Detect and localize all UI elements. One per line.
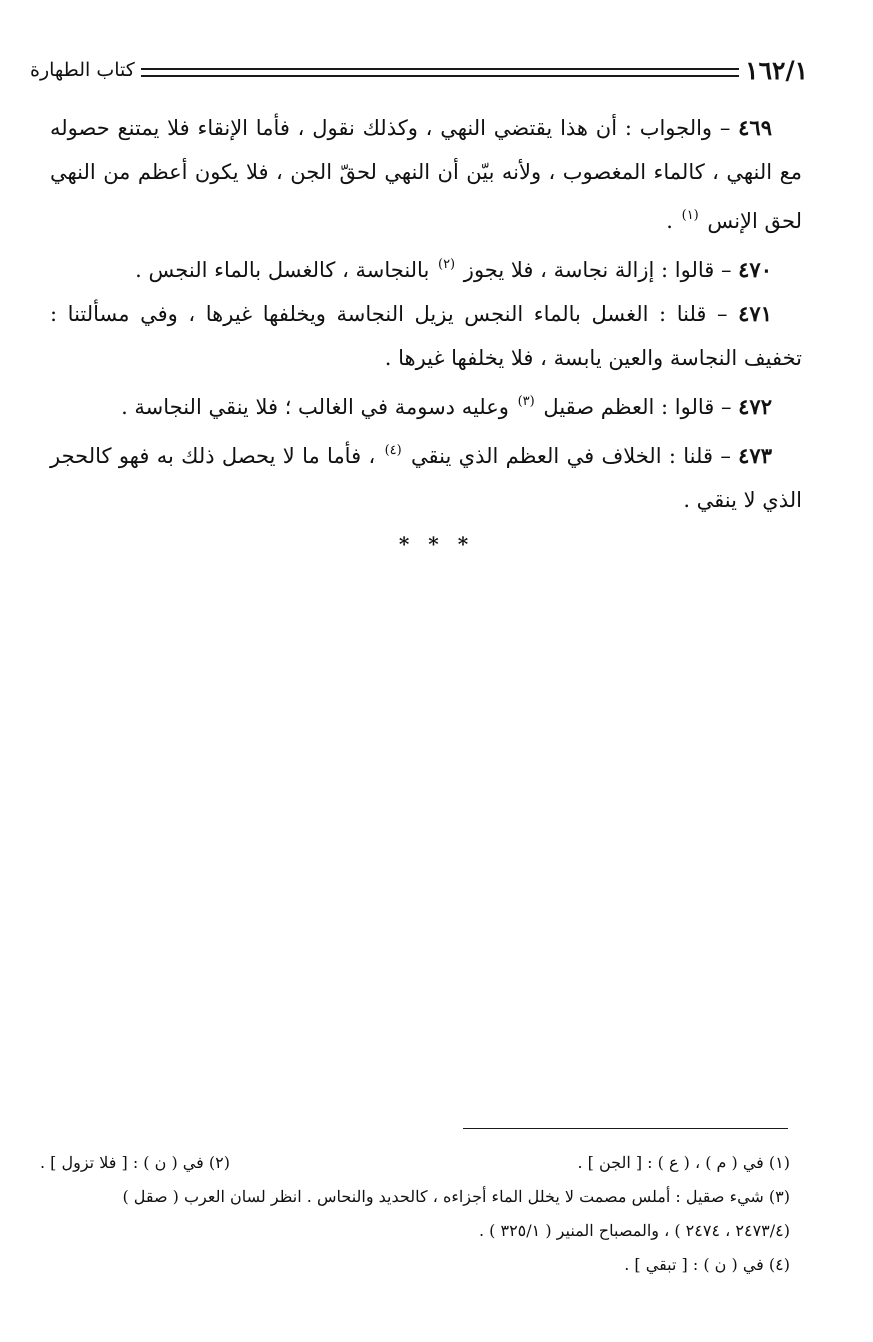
paragraph-number: ٤٧١ — [738, 301, 772, 326]
paragraph-text: – قلنا : الخلاف في العظم الذي ينقي — [403, 444, 739, 468]
header-double-rule — [141, 68, 739, 77]
running-header — [30, 50, 808, 90]
paragraph-text: – قالوا : إزالة نجاسة ، فلا يجوز — [457, 258, 739, 282]
paragraph-471 — [50, 292, 802, 380]
section-separator: * * * — [398, 532, 475, 556]
paragraph-470 — [50, 243, 802, 292]
paragraph-text-end: . — [666, 209, 680, 233]
footnote-1: (١) في ( م ) ، ( ع ) : [ الجن ] . — [577, 1153, 790, 1172]
paragraph-473 — [50, 429, 802, 522]
footnote-ref: (٤) — [384, 443, 402, 458]
paragraph-text-end: بالنجاسة ، كالغسل بالماء النجس . — [135, 258, 436, 282]
footnote-2: (٢) في ( ن ) : [ فلا تزول ] . — [40, 1153, 230, 1172]
footnote-row-1-2 — [40, 1146, 790, 1180]
footnote-3: (٣) شيء صقيل : أملس مصمت لا يخلل الماء أجزاءه ، كالحديد والنحاس . انظر لسان العرب ( صقل ) — [122, 1187, 790, 1206]
footnotes — [40, 1146, 790, 1282]
paragraph-text: – قالوا : العظم صقيل — [536, 395, 739, 419]
footnote-ref: (٢) — [437, 257, 456, 272]
footnote-ref: (٣) — [517, 394, 535, 409]
paragraph-number: ٤٧٢ — [738, 394, 772, 419]
paragraph-text-end: وعليه دسومة في الغالب ؛ فلا ينقي النجاسة . — [121, 395, 516, 419]
paragraph-472 — [50, 380, 802, 429]
footnote-divider — [463, 1128, 788, 1129]
paragraph-number: ٤٧٣ — [738, 443, 772, 468]
paragraph-text: – قلنا : الغسل بالماء النجس يزيل النجاسة ويخلفها غيرها ، وفي مسألتنا : تخفيف النجاسة والعين يابسة ، فلا يخلفها غيرها . — [50, 302, 802, 370]
paragraph-number: ٤٧٠ — [738, 257, 772, 282]
paragraph-469 — [50, 106, 802, 243]
footnote-3-continued: (٢٤٧٣/٤ ، ٢٤٧٤ ) ، والمصباح المنير ( ٣٢٥/١ ) . — [478, 1221, 790, 1240]
main-text — [50, 106, 802, 522]
footnote-ref: (١) — [681, 208, 699, 223]
page-number: ١٦٢/١ — [745, 55, 808, 85]
paragraph-number: ٤٦٩ — [738, 115, 772, 140]
footnote-4: (٤) في ( ن ) : [ تبقي ] . — [624, 1255, 790, 1274]
paragraph-text: – والجواب : أن هذا يقتضي النهي ، وكذلك نقول ، فأما الإنقاء فلا يمتنع حصوله مع النهي ، كالماء المغصوب ، ولأنه بيّن أن النهي لحقّ الجن ، فلا يكون أعظم من النهي لحق الإنس — [50, 116, 802, 233]
paragraph-text-end: ، فأما ما لا يحصل ذلك به فهو كالحجر الذي لا ينقي . — [50, 444, 802, 512]
book-title: كتاب الطهارة — [30, 59, 135, 81]
